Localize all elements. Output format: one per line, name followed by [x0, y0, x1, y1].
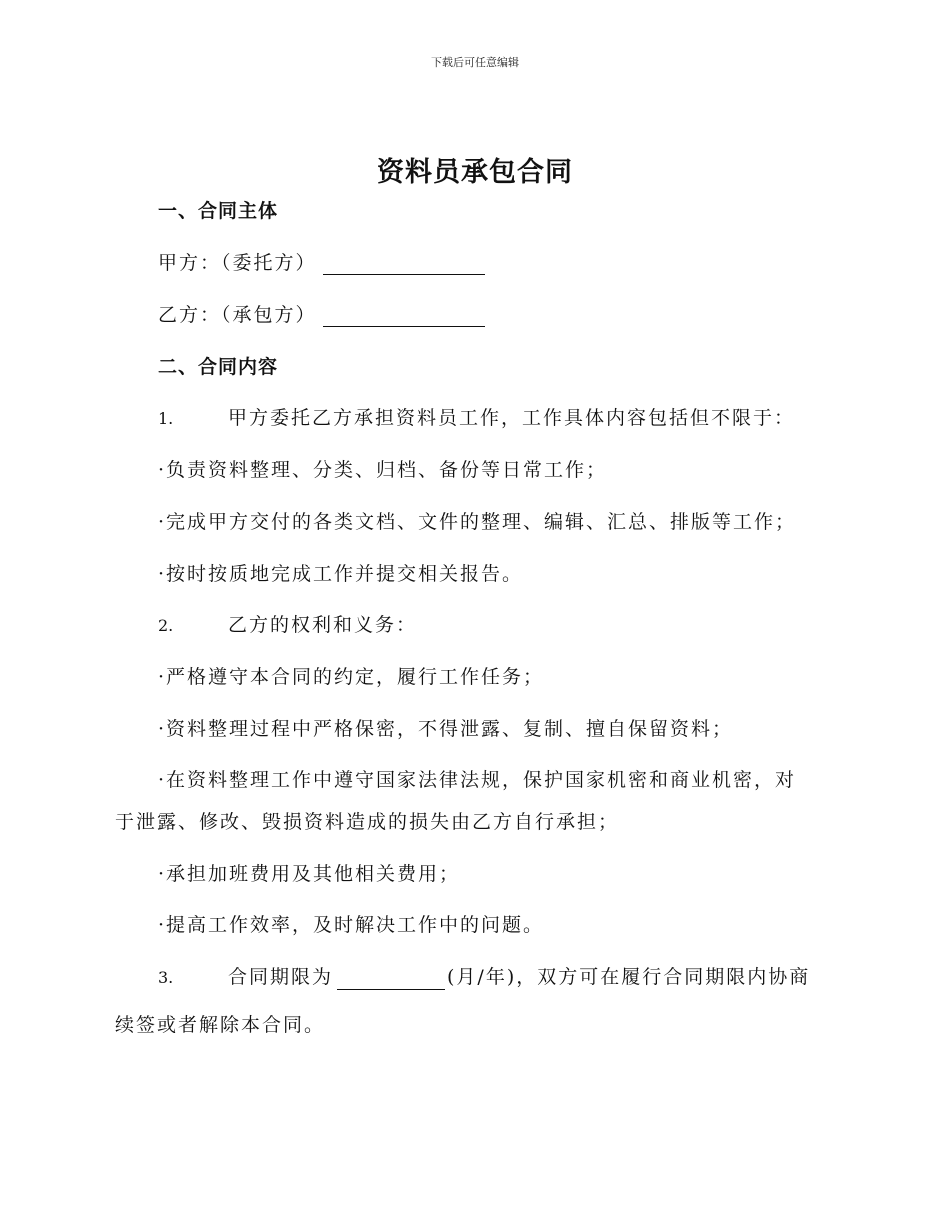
party-b-blank [323, 308, 485, 327]
item2-number: 2. [158, 616, 174, 635]
bullet-symbol: · [158, 914, 165, 936]
party-b-label: 乙方：（承包方） [158, 304, 317, 326]
item2-bullet-3 [158, 768, 796, 792]
item2-bullet-2 [158, 717, 733, 741]
item2-bullet-1 [158, 665, 544, 689]
item2-text: 乙方的权利和义务： [228, 614, 418, 636]
item2-bullet-4 [158, 862, 460, 886]
item3-text-after: (月/年)，双方可在履行合同期限内协商 [447, 966, 811, 988]
item1-bullet-3 [158, 562, 523, 586]
bullet-symbol: · [158, 459, 165, 481]
item3-text-before: 合同期限为 [228, 966, 334, 988]
bullet-symbol: · [158, 769, 165, 791]
header-note: 下载后可任意编辑 [431, 56, 519, 69]
bullet-symbol: · [158, 563, 165, 585]
item3-number: 3. [158, 968, 174, 987]
item2-line [158, 613, 417, 638]
party-a-blank [323, 256, 485, 275]
party-a-line [158, 251, 485, 275]
item1-line [158, 406, 795, 431]
item1-bullet-2 [158, 510, 796, 534]
bullet-symbol: · [158, 666, 165, 688]
term-blank [337, 971, 445, 990]
section2-heading: 二、合同内容 [158, 356, 279, 378]
bullet-text: 承担加班费用及其他相关费用； [166, 863, 461, 885]
bullet-text: 完成甲方交付的各类文档、文件的整理、编辑、汇总、排版等工作； [166, 511, 797, 533]
section1-heading: 一、合同主体 [158, 200, 279, 222]
bullet-text: 严格遵守本合同的约定，履行工作任务； [166, 666, 545, 688]
bullet-text: 在资料整理工作中遵守国家法律法规，保护国家机密和商业机密，对 [166, 769, 797, 791]
bullet-text: 按时按质地完成工作并提交相关报告。 [166, 563, 524, 585]
item3-text-continued: 续签或者解除本合同。 [115, 1014, 326, 1036]
item3-line [158, 965, 810, 990]
bullet-symbol: · [158, 511, 165, 533]
item2-bullet-5 [158, 913, 544, 937]
bullet-symbol: · [158, 863, 165, 885]
item1-number: 1. [158, 409, 174, 428]
document-title: 资料员承包合同 [377, 157, 573, 188]
party-b-line [158, 303, 485, 327]
item1-text: 甲方委托乙方承担资料员工作，工作具体内容包括但不限于： [228, 407, 796, 429]
bullet-text-continued: 于泄露、修改、毁损资料造成的损失由乙方自行承担； [115, 811, 620, 833]
item1-bullet-1 [158, 458, 607, 482]
bullet-text: 资料整理过程中严格保密，不得泄露、复制、擅自保留资料； [166, 718, 734, 740]
bullet-symbol: · [158, 718, 165, 740]
bullet-text: 提高工作效率，及时解决工作中的问题。 [166, 914, 545, 936]
party-a-label: 甲方：（委托方） [158, 252, 317, 274]
item2-bullet-3-cont [115, 810, 619, 834]
bullet-text: 负责资料整理、分类、归档、备份等日常工作； [166, 459, 608, 481]
item3-line-cont [115, 1013, 325, 1037]
